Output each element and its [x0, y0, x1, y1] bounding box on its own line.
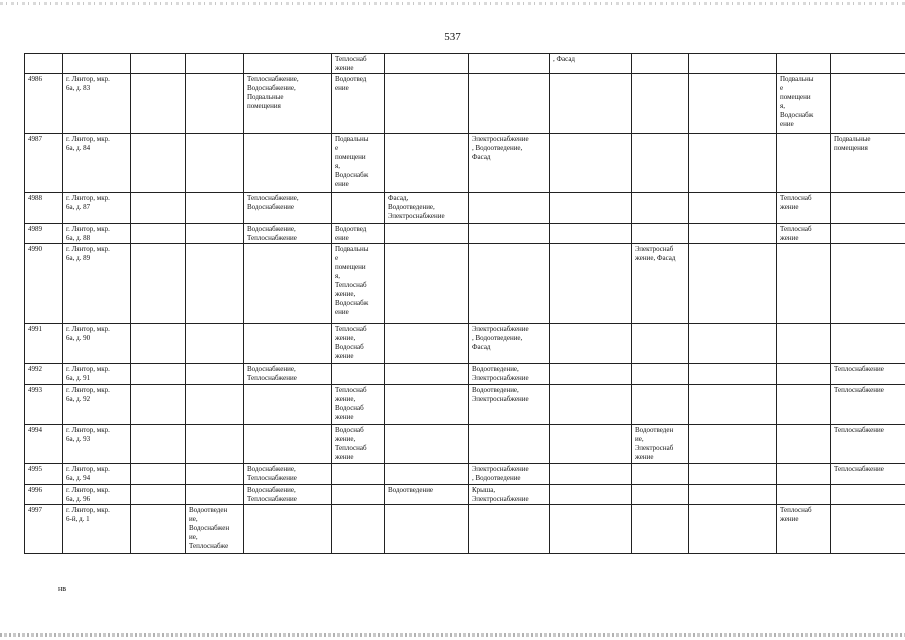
table-cell [550, 324, 632, 364]
table-cell [244, 244, 332, 324]
table-cell [186, 244, 244, 324]
address-cell: г. Лянтор, мкр. 6а, д. 90 [63, 324, 131, 364]
table-cell [689, 425, 777, 464]
table-cell: Теплоснаб жение [332, 54, 385, 74]
table-row [25, 74, 905, 134]
table-cell: Подвальны е помещени я, Водоснабж ение [777, 74, 831, 134]
table-cell [332, 364, 385, 385]
table-cell [550, 134, 632, 193]
table-cell: Фасад, Водоотведение, Электроснабжение [385, 193, 469, 224]
table-cell [186, 134, 244, 193]
table-cell [332, 193, 385, 224]
table-cell [385, 74, 469, 134]
table-cell [244, 54, 332, 74]
table-cell [131, 464, 186, 485]
address-cell: г. Лянтор, мкр. 6а, д. 96 [63, 485, 131, 505]
table-cell [385, 224, 469, 244]
table-cell [131, 224, 186, 244]
table-cell [689, 364, 777, 385]
table-cell: Водоотвед ение [332, 224, 385, 244]
table-cell [831, 505, 905, 554]
table-row [25, 505, 905, 554]
table-cell: Теплоснабжение [831, 425, 905, 464]
table-cell [469, 193, 550, 224]
table-cell [186, 385, 244, 425]
housing-repair-register-table [24, 53, 905, 554]
table-cell [244, 134, 332, 193]
table-cell: Теплоснаб жение [777, 505, 831, 554]
table-cell [831, 485, 905, 505]
page-number: 537 [444, 31, 461, 43]
table-cell: Теплоснабжение [831, 464, 905, 485]
table-cell [385, 134, 469, 193]
table-cell: Водоотведен ие, Электроснаб жение [632, 425, 689, 464]
table-cell [186, 425, 244, 464]
row-number-cell: 4991 [25, 324, 63, 364]
table-cell [777, 324, 831, 364]
table-cell: Подвальные помещения [831, 134, 905, 193]
table-row [25, 464, 905, 485]
table-cell [385, 364, 469, 385]
table-cell [689, 485, 777, 505]
table-cell [244, 324, 332, 364]
table-cell [469, 244, 550, 324]
address-cell: г. Лянтор, мкр. 6а, д. 84 [63, 134, 131, 193]
table-cell [689, 193, 777, 224]
table-cell: Водоснабжение, Теплоснабжение [244, 485, 332, 505]
table-cell [469, 54, 550, 74]
table-cell: Водоотведение [385, 485, 469, 505]
table-cell [632, 364, 689, 385]
table-cell: Теплоснаб жение [777, 224, 831, 244]
table-cell [186, 193, 244, 224]
table-cell [831, 54, 905, 74]
row-number-cell: 4997 [25, 505, 63, 554]
table-cell [186, 485, 244, 505]
scan-artifact-top [0, 2, 905, 5]
table-cell [777, 425, 831, 464]
address-cell: г. Лянтор, мкр. 6а, д. 94 [63, 464, 131, 485]
table-cell: Подвальны е помещени я, Теплоснаб жение, Водоснабж ение [332, 244, 385, 324]
table-row [25, 244, 905, 324]
table-cell [550, 385, 632, 425]
table-row [25, 364, 905, 385]
table-cell [689, 224, 777, 244]
table-cell [689, 464, 777, 485]
table-cell: Подвальны е помещени я, Водоснабж ение [332, 134, 385, 193]
table-cell [831, 193, 905, 224]
table-cell [385, 425, 469, 464]
table-row [25, 224, 905, 244]
table-cell [550, 244, 632, 324]
table-cell: Крыша, Электроснабжение [469, 485, 550, 505]
table-cell [186, 54, 244, 74]
table-cell [131, 364, 186, 385]
table-cell [131, 134, 186, 193]
table-cell [131, 505, 186, 554]
table-cell [632, 74, 689, 134]
table-cell [385, 464, 469, 485]
table-cell [186, 364, 244, 385]
table-cell [469, 425, 550, 464]
address-cell: г. Лянтор, мкр. 6-й, д. 1 [63, 505, 131, 554]
table-cell [831, 224, 905, 244]
table-cell [131, 425, 186, 464]
address-cell: г. Лянтор, мкр. 6а, д. 92 [63, 385, 131, 425]
address-cell [63, 54, 131, 74]
table-cell [131, 385, 186, 425]
table-cell [689, 385, 777, 425]
table-cell [632, 134, 689, 193]
table-cell [632, 505, 689, 554]
table-cell: Теплоснабжение [831, 364, 905, 385]
scan-artifact-bottom [0, 633, 905, 637]
table-cell: Электроснабжение , Водоотведение, Фасад [469, 134, 550, 193]
table-cell [131, 74, 186, 134]
row-number-cell: 4987 [25, 134, 63, 193]
table-cell: Теплоснаб жение, Водоснаб жение [332, 385, 385, 425]
table-cell [777, 244, 831, 324]
table-cell [632, 385, 689, 425]
table-row [25, 54, 905, 74]
table-cell [186, 324, 244, 364]
table-cell [385, 54, 469, 74]
table-cell [831, 324, 905, 364]
table-cell [632, 485, 689, 505]
table-cell [550, 505, 632, 554]
table-cell: Электроснабжение , Водоотведение, Фасад [469, 324, 550, 364]
row-number-cell: 4995 [25, 464, 63, 485]
row-number-cell: 4993 [25, 385, 63, 425]
table-row [25, 425, 905, 464]
address-cell: г. Лянтор, мкр. 6а, д. 83 [63, 74, 131, 134]
address-cell: г. Лянтор, мкр. 6а, д. 91 [63, 364, 131, 385]
table-cell [469, 224, 550, 244]
table-cell [777, 134, 831, 193]
table-cell [131, 485, 186, 505]
row-number-cell [25, 54, 63, 74]
table-cell [332, 485, 385, 505]
table-cell: Водоотведен ие, Водоснабжен ие, Теплоснабже [186, 505, 244, 554]
table-cell [632, 193, 689, 224]
table-cell: , Фасад [550, 54, 632, 74]
row-number-cell: 4996 [25, 485, 63, 505]
table-cell [689, 134, 777, 193]
table-cell [131, 244, 186, 324]
table-row [25, 134, 905, 193]
table-cell [186, 74, 244, 134]
table-cell [831, 74, 905, 134]
row-number-cell: 4988 [25, 193, 63, 224]
row-number-cell: 4986 [25, 74, 63, 134]
table-row [25, 385, 905, 425]
table-cell [550, 425, 632, 464]
table-cell: Водоотведение, Электроснабжение [469, 385, 550, 425]
table-cell [244, 425, 332, 464]
address-cell: г. Лянтор, мкр. 6а, д. 87 [63, 193, 131, 224]
table-cell: Теплоснаб жение [777, 193, 831, 224]
table-cell: Водоснабжение, Теплоснабжение [244, 464, 332, 485]
address-cell: г. Лянтор, мкр. 6а, д. 89 [63, 244, 131, 324]
table-cell: Теплоснабжение [831, 385, 905, 425]
table-cell [385, 244, 469, 324]
table-cell: Теплоснабжение, Водоснабжение, Подвальные помещения [244, 74, 332, 134]
table-cell: Водоснабжение, Теплоснабжение [244, 224, 332, 244]
table-cell [469, 505, 550, 554]
table-cell [131, 324, 186, 364]
table-cell: Водоснаб жение, Теплоснаб жение [332, 425, 385, 464]
table-cell [831, 244, 905, 324]
table-cell [550, 364, 632, 385]
table-cell: Электроснаб жение, Фасад [632, 244, 689, 324]
table-cell: Водоотведение, Электроснабжение [469, 364, 550, 385]
table-cell [332, 505, 385, 554]
table-cell [777, 54, 831, 74]
table-cell [186, 464, 244, 485]
table-row [25, 485, 905, 505]
table-cell [244, 385, 332, 425]
table-cell [244, 505, 332, 554]
table-cell [777, 364, 831, 385]
table-cell [469, 74, 550, 134]
table-body [25, 54, 905, 554]
table-cell [385, 385, 469, 425]
table-cell [632, 324, 689, 364]
table-cell [777, 485, 831, 505]
row-number-cell: 4990 [25, 244, 63, 324]
address-cell: г. Лянтор, мкр. 6а, д. 93 [63, 425, 131, 464]
table-cell [131, 54, 186, 74]
table-cell: Водоснабжение, Теплоснабжение [244, 364, 332, 385]
table-cell [550, 485, 632, 505]
table-cell: Электроснабжение , Водоотведение [469, 464, 550, 485]
table-cell [550, 74, 632, 134]
table-cell [689, 54, 777, 74]
table-cell [689, 505, 777, 554]
table-cell [777, 385, 831, 425]
table-cell [385, 324, 469, 364]
table-cell [131, 193, 186, 224]
footer-mark: нв [58, 584, 67, 593]
table-cell [550, 224, 632, 244]
table-cell [689, 324, 777, 364]
table-row [25, 193, 905, 224]
table-cell [689, 244, 777, 324]
table-cell [777, 464, 831, 485]
table-cell [632, 224, 689, 244]
table-cell: Теплоснаб жение, Водоснаб жение [332, 324, 385, 364]
row-number-cell: 4989 [25, 224, 63, 244]
table-cell [550, 193, 632, 224]
table-row [25, 324, 905, 364]
table-cell [332, 464, 385, 485]
row-number-cell: 4992 [25, 364, 63, 385]
table-cell [550, 464, 632, 485]
table-cell: Водоотвед ение [332, 74, 385, 134]
table-cell [689, 74, 777, 134]
table-cell [632, 54, 689, 74]
table-cell [632, 464, 689, 485]
table-cell [186, 224, 244, 244]
table-cell [385, 505, 469, 554]
row-number-cell: 4994 [25, 425, 63, 464]
table-cell: Теплоснабжение, Водоснабжение [244, 193, 332, 224]
address-cell: г. Лянтор, мкр. 6а, д. 88 [63, 224, 131, 244]
